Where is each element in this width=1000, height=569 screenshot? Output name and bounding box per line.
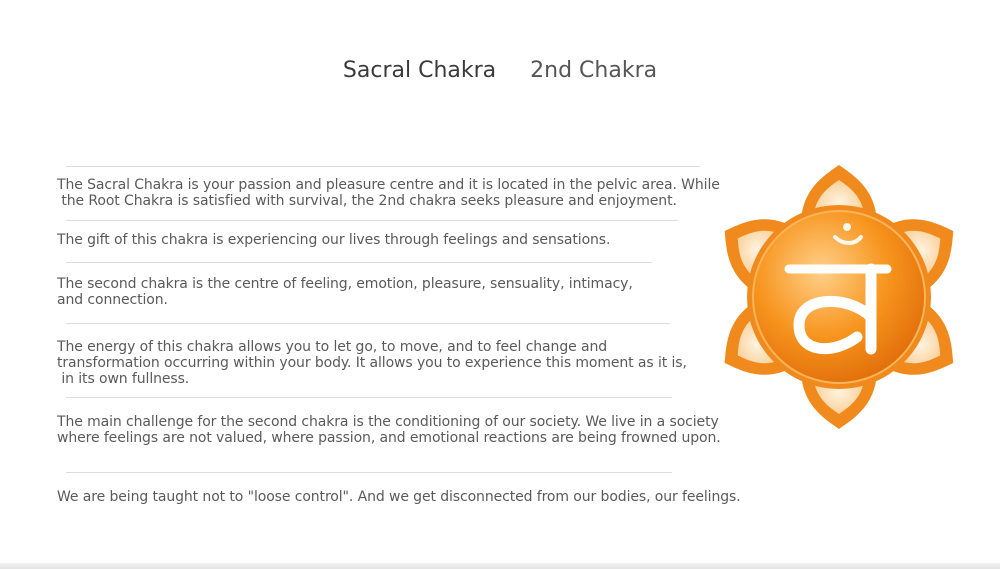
paragraph-control: We are being taught not to "loose control". And we get disconnected from our bodies, our feelings. — [57, 489, 741, 505]
paragraph-intro: The Sacral Chakra is your passion and pleasure centre and it is located in the pelvic area. While the Root Chakra is satisfied with survival, the 2nd chakra seeks pleasure and enjoyment. — [57, 177, 720, 209]
paragraph-challenge: The main challenge for the second chakra is the conditioning of our society. We live in a society where feelings are not valued, where passion, and emotional reactions are being frowned upon. — [57, 414, 721, 446]
divider — [66, 397, 672, 398]
divider — [66, 323, 670, 324]
page-title: Sacral Chakra — [342, 58, 497, 83]
divider — [66, 166, 700, 167]
paragraph-energy: The energy of this chakra allows you to let go, to move, and to feel change and transformation occurring within your body. It allows you to experience this moment as it is, in its own fullness. — [57, 339, 687, 387]
divider — [66, 220, 678, 221]
footer-bar — [0, 563, 1000, 569]
divider — [66, 262, 652, 263]
page-subtitle: 2nd Chakra — [530, 58, 658, 83]
paragraph-gift: The gift of this chakra is experiencing our lives through feelings and sensations. — [57, 232, 611, 248]
sacral-chakra-lotus-icon — [719, 162, 959, 436]
title-row — [0, 58, 1000, 83]
divider — [66, 472, 672, 473]
paragraph-centre: The second chakra is the centre of feeling, emotion, pleasure, sensuality, intimacy, and connection. — [57, 276, 633, 308]
